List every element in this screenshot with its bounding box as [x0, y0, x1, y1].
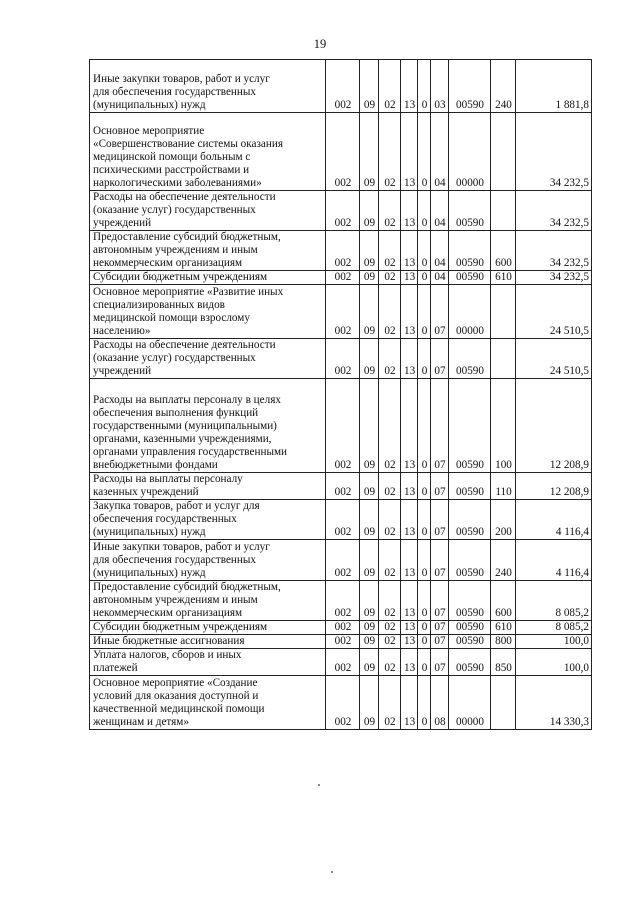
direction-code: 00590: [449, 231, 491, 271]
amount-value: 34 232,5: [516, 231, 592, 271]
subsection-code: 02: [379, 339, 401, 379]
page-number: 19: [313, 37, 327, 51]
ministry-code: 002: [326, 339, 360, 379]
event-code: 08: [431, 676, 449, 730]
ministry-code: 002: [326, 540, 360, 581]
expense-type-code: 240: [491, 540, 516, 581]
direction-code: 00590: [449, 473, 491, 500]
table-row: [90, 649, 592, 676]
subprogram-code: 0: [418, 635, 431, 649]
program-code: 13: [401, 231, 418, 271]
table-row: [90, 540, 592, 581]
subsection-code: 02: [379, 379, 401, 473]
subsection-code: 02: [379, 540, 401, 581]
subsection-code: 02: [379, 581, 401, 621]
ministry-code: 002: [326, 621, 360, 635]
section-code: 09: [360, 191, 379, 231]
row-name: Уплата налогов, сборов и иных платежей: [90, 649, 326, 676]
direction-code: 00590: [449, 271, 491, 285]
subprogram-code: 0: [418, 473, 431, 500]
row-name: Иные закупки товаров, работ и услуг для обеспечения государственных (муниципальных) нужд: [90, 540, 326, 581]
expense-type-code: 610: [491, 271, 516, 285]
program-code: 13: [401, 500, 418, 540]
direction-code: 00590: [449, 60, 491, 113]
subsection-code: 02: [379, 635, 401, 649]
subprogram-code: 0: [418, 231, 431, 271]
section-code: 09: [360, 339, 379, 379]
direction-code: 00590: [449, 540, 491, 581]
subsection-code: 02: [379, 649, 401, 676]
expense-type-code: 600: [491, 581, 516, 621]
ministry-code: 002: [326, 649, 360, 676]
subprogram-code: 0: [418, 649, 431, 676]
expense-type-code: 240: [491, 60, 516, 113]
program-code: 13: [401, 60, 418, 113]
expense-type-code: 600: [491, 231, 516, 271]
direction-code: 00000: [449, 285, 491, 339]
subprogram-code: 0: [418, 285, 431, 339]
table-body: [90, 60, 592, 730]
event-code: 07: [431, 473, 449, 500]
amount-value: 100,0: [516, 649, 592, 676]
ministry-code: 002: [326, 676, 360, 730]
expense-type-code: [491, 191, 516, 231]
table-row: [90, 231, 592, 271]
scan-speck: [318, 784, 320, 786]
section-code: 09: [360, 621, 379, 635]
table-row: [90, 113, 592, 191]
ministry-code: 002: [326, 113, 360, 191]
amount-value: 34 232,5: [516, 113, 592, 191]
ministry-code: 002: [326, 271, 360, 285]
table-row: [90, 191, 592, 231]
amount-value: 4 116,4: [516, 540, 592, 581]
table-row: [90, 635, 592, 649]
event-code: 07: [431, 621, 449, 635]
subprogram-code: 0: [418, 113, 431, 191]
expense-type-code: 800: [491, 635, 516, 649]
event-code: 07: [431, 635, 449, 649]
ministry-code: 002: [326, 191, 360, 231]
direction-code: 00590: [449, 500, 491, 540]
section-code: 09: [360, 379, 379, 473]
program-code: 13: [401, 339, 418, 379]
program-code: 13: [401, 581, 418, 621]
section-code: 09: [360, 113, 379, 191]
subsection-code: 02: [379, 271, 401, 285]
section-code: 09: [360, 635, 379, 649]
direction-code: 00590: [449, 191, 491, 231]
expense-type-code: 110: [491, 473, 516, 500]
table-row: [90, 271, 592, 285]
direction-code: 00590: [449, 339, 491, 379]
program-code: 13: [401, 285, 418, 339]
event-code: 04: [431, 191, 449, 231]
amount-value: 24 510,5: [516, 285, 592, 339]
amount-value: 12 208,9: [516, 379, 592, 473]
subsection-code: 02: [379, 473, 401, 500]
row-name: Основное мероприятие «Развитие иных специализированных видов медицинской помощи взрослому населению»: [90, 285, 326, 339]
subsection-code: 02: [379, 500, 401, 540]
direction-code: 00590: [449, 379, 491, 473]
row-name: Расходы на выплаты персоналу в целях обеспечения выполнения функций государственными (муниципальными) органами, казенными учреждениями, органами управления государственными внебюджетными фондами: [90, 379, 326, 473]
amount-value: 34 232,5: [516, 271, 592, 285]
ministry-code: 002: [326, 635, 360, 649]
section-code: 09: [360, 231, 379, 271]
program-code: 13: [401, 540, 418, 581]
subprogram-code: 0: [418, 379, 431, 473]
event-code: 03: [431, 60, 449, 113]
amount-value: 24 510,5: [516, 339, 592, 379]
subprogram-code: 0: [418, 581, 431, 621]
amount-value: 8 085,2: [516, 621, 592, 635]
direction-code: 00590: [449, 635, 491, 649]
row-name: Расходы на обеспечение деятельности (оказание услуг) государственных учреждений: [90, 339, 326, 379]
table-row: [90, 285, 592, 339]
amount-value: 4 116,4: [516, 500, 592, 540]
section-code: 09: [360, 540, 379, 581]
event-code: 04: [431, 231, 449, 271]
ministry-code: 002: [326, 473, 360, 500]
program-code: 13: [401, 676, 418, 730]
row-name: Расходы на выплаты персоналу казенных учреждений: [90, 473, 326, 500]
section-code: 09: [360, 500, 379, 540]
expense-type-code: [491, 676, 516, 730]
direction-code: 00590: [449, 581, 491, 621]
subsection-code: 02: [379, 285, 401, 339]
program-code: 13: [401, 473, 418, 500]
section-code: 09: [360, 285, 379, 339]
table-row: [90, 581, 592, 621]
event-code: 04: [431, 271, 449, 285]
ministry-code: 002: [326, 231, 360, 271]
subprogram-code: 0: [418, 500, 431, 540]
expense-type-code: [491, 113, 516, 191]
table-row: [90, 676, 592, 730]
subsection-code: 02: [379, 191, 401, 231]
row-name: Предоставление субсидий бюджетным, автономным учреждениям и иным некоммерческим организациям: [90, 581, 326, 621]
amount-value: 1 881,8: [516, 60, 592, 113]
section-code: 09: [360, 581, 379, 621]
row-name: Субсидии бюджетным учреждениям: [90, 621, 326, 635]
subprogram-code: 0: [418, 60, 431, 113]
section-code: 09: [360, 60, 379, 113]
event-code: 07: [431, 339, 449, 379]
ministry-code: 002: [326, 379, 360, 473]
table-row: [90, 60, 592, 113]
event-code: 04: [431, 113, 449, 191]
section-code: 09: [360, 676, 379, 730]
direction-code: 00590: [449, 649, 491, 676]
event-code: 07: [431, 540, 449, 581]
table-row: [90, 379, 592, 473]
expense-type-code: 850: [491, 649, 516, 676]
subprogram-code: 0: [418, 540, 431, 581]
ministry-code: 002: [326, 60, 360, 113]
section-code: 09: [360, 473, 379, 500]
row-name: Закупка товаров, работ и услуг для обеспечения государственных (муниципальных) нужд: [90, 500, 326, 540]
subsection-code: 02: [379, 231, 401, 271]
ministry-code: 002: [326, 500, 360, 540]
amount-value: 12 208,9: [516, 473, 592, 500]
table-row: [90, 339, 592, 379]
row-name: Иные закупки товаров, работ и услуг для обеспечения государственных (муниципальных) нужд: [90, 60, 326, 113]
program-code: 13: [401, 621, 418, 635]
direction-code: 00000: [449, 676, 491, 730]
table-row: [90, 500, 592, 540]
row-name: Основное мероприятие «Совершенствование системы оказания медицинской помощи больным с психическими расстройствами и наркологическими заболеваниями»: [90, 113, 326, 191]
program-code: 13: [401, 649, 418, 676]
row-name: Расходы на обеспечение деятельности (оказание услуг) государственных учреждений: [90, 191, 326, 231]
subsection-code: 02: [379, 60, 401, 113]
program-code: 13: [401, 191, 418, 231]
expense-type-code: [491, 285, 516, 339]
row-name: Иные бюджетные ассигнования: [90, 635, 326, 649]
subprogram-code: 0: [418, 621, 431, 635]
table-row: [90, 473, 592, 500]
subprogram-code: 0: [418, 191, 431, 231]
direction-code: 00590: [449, 621, 491, 635]
expense-type-code: [491, 339, 516, 379]
amount-value: 34 232,5: [516, 191, 592, 231]
subprogram-code: 0: [418, 676, 431, 730]
budget-table: [89, 59, 592, 730]
subprogram-code: 0: [418, 339, 431, 379]
section-code: 09: [360, 271, 379, 285]
event-code: 07: [431, 379, 449, 473]
program-code: 13: [401, 635, 418, 649]
ministry-code: 002: [326, 581, 360, 621]
subsection-code: 02: [379, 621, 401, 635]
row-name: Основное мероприятие «Создание условий для оказания доступной и качественной медицинской помощи женщинам и детям»: [90, 676, 326, 730]
subsection-code: 02: [379, 113, 401, 191]
program-code: 13: [401, 379, 418, 473]
amount-value: 100,0: [516, 635, 592, 649]
direction-code: 00000: [449, 113, 491, 191]
amount-value: 14 330,3: [516, 676, 592, 730]
expense-type-code: 200: [491, 500, 516, 540]
row-name: Субсидии бюджетным учреждениям: [90, 271, 326, 285]
program-code: 13: [401, 113, 418, 191]
event-code: 07: [431, 285, 449, 339]
expense-type-code: 610: [491, 621, 516, 635]
program-code: 13: [401, 271, 418, 285]
table-row: [90, 621, 592, 635]
subprogram-code: 0: [418, 271, 431, 285]
event-code: 07: [431, 649, 449, 676]
scan-speck: [331, 871, 333, 873]
event-code: 07: [431, 581, 449, 621]
ministry-code: 002: [326, 285, 360, 339]
row-name: Предоставление субсидий бюджетным, автономным учреждениям и иным некоммерческим организациям: [90, 231, 326, 271]
event-code: 07: [431, 500, 449, 540]
expense-type-code: 100: [491, 379, 516, 473]
section-code: 09: [360, 649, 379, 676]
amount-value: 8 085,2: [516, 581, 592, 621]
subsection-code: 02: [379, 676, 401, 730]
